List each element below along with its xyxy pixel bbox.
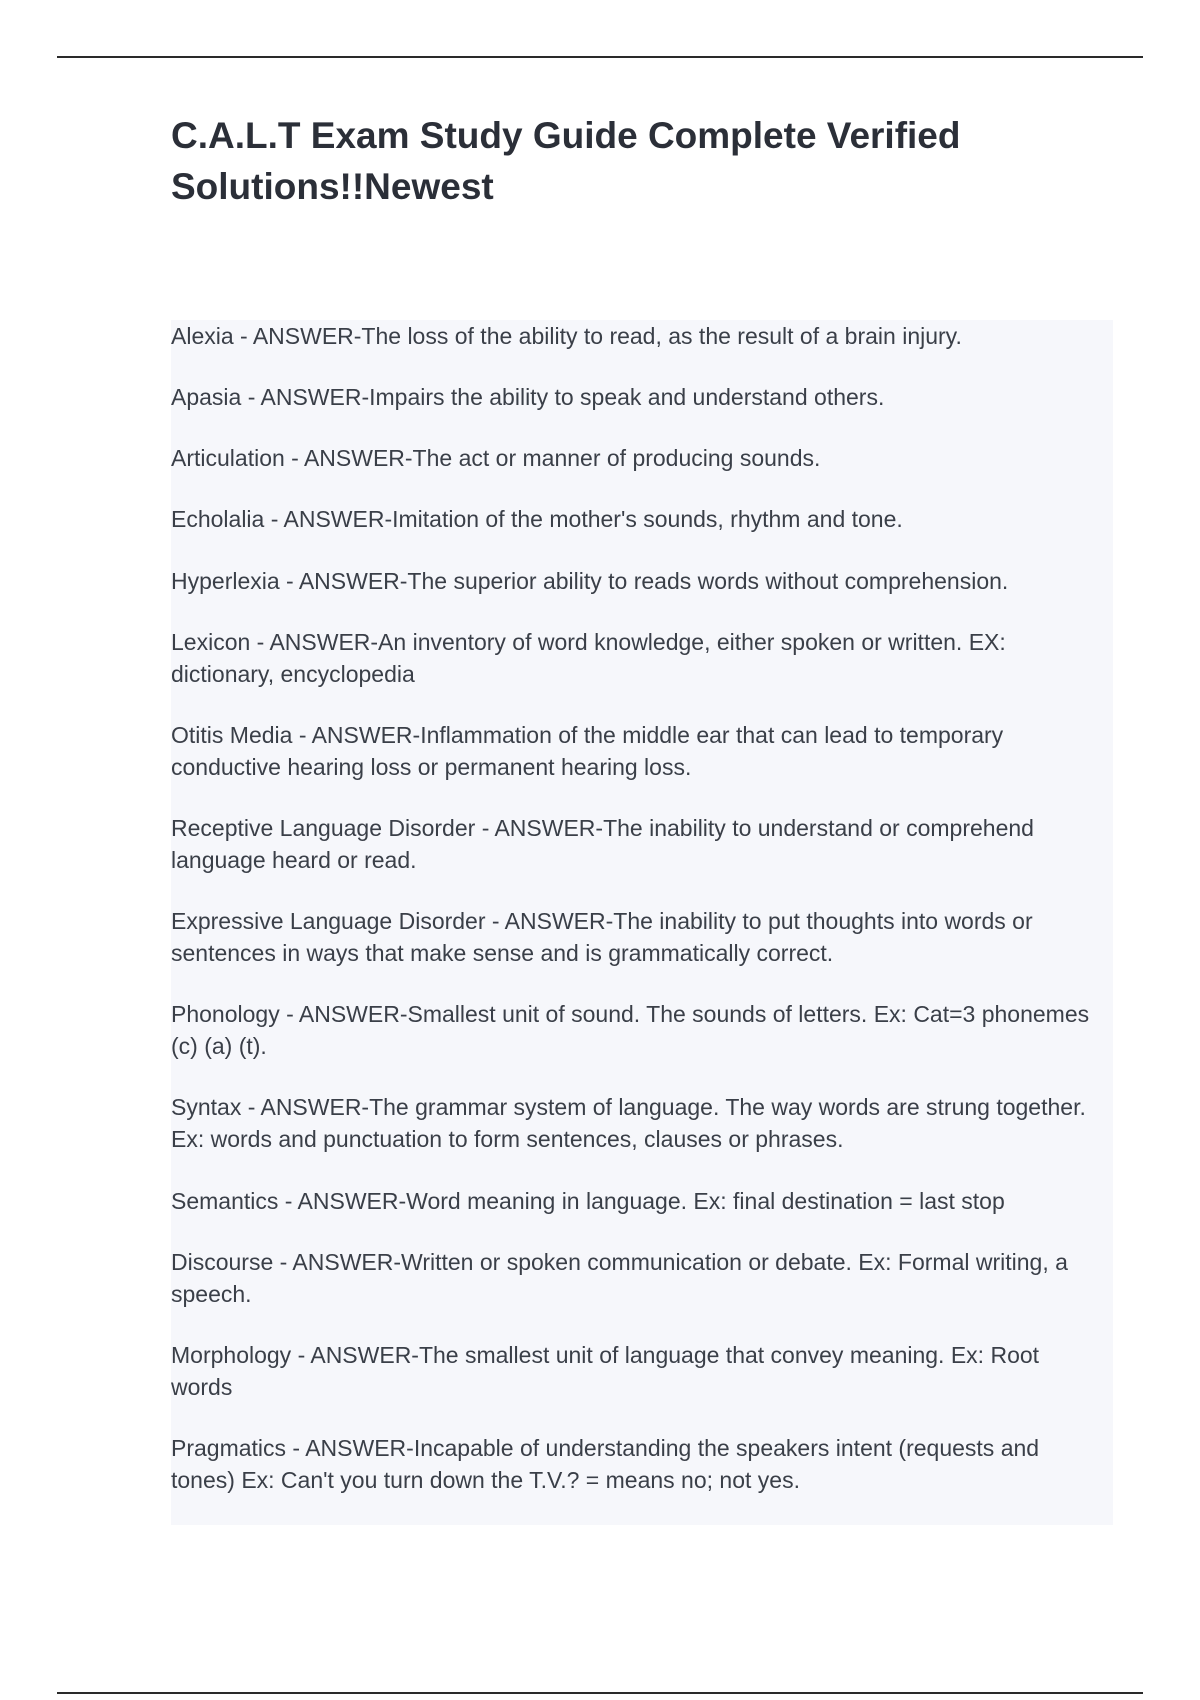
qa-entry-syntax: Syntax - ANSWER-The grammar system of language. The way words are strung together. Ex: words and punctuation to form sentences, clauses or phrases. (171, 1094, 1086, 1152)
qa-entry-discourse: Discourse - ANSWER-Written or spoken communication or debate. Ex: Formal writing, a speech. (171, 1249, 1068, 1307)
qa-entry-alexia: Alexia - ANSWER-The loss of the ability to read, as the result of a brain injury. (171, 323, 962, 349)
qa-panel (171, 320, 1113, 1525)
qa-entry-semantics: Semantics - ANSWER-Word meaning in language. Ex: final destination = last stop (171, 1188, 1005, 1214)
qa-entry-otitis-media: Otitis Media - ANSWER-Inflammation of the middle ear that can lead to temporary conductive hearing loss or permanent hearing loss. (171, 722, 1004, 780)
top-divider (57, 56, 1143, 58)
document-title: C.A.L.T Exam Study Guide Complete Verified Solutions!!Newest (171, 115, 961, 207)
qa-entry-receptive-language-disorder: Receptive Language Disorder - ANSWER-The inability to understand or comprehend language heard or read. (171, 815, 1034, 873)
qa-entry-hyperlexia: Hyperlexia - ANSWER-The superior ability to reads words without comprehension. (171, 568, 1009, 594)
qa-entry-lexicon: Lexicon - ANSWER-An inventory of word knowledge, either spoken or written. EX: dictionary, encyclopedia (171, 629, 1006, 687)
qa-entry-phonology: Phonology - ANSWER-Smallest unit of sound. The sounds of letters. Ex: Cat=3 phonemes (c) (a) (t). (171, 1001, 1090, 1059)
qa-entry-expressive-language-disorder: Expressive Language Disorder - ANSWER-The inability to put thoughts into words or sentences in ways that make sense and is grammatically correct. (171, 908, 1033, 966)
qa-entry-apasia: Apasia - ANSWER-Impairs the ability to speak and understand others. (171, 384, 885, 410)
qa-entry-articulation: Articulation - ANSWER-The act or manner of producing sounds. (171, 445, 821, 471)
bottom-divider (57, 1692, 1143, 1694)
qa-entry-echolalia: Echolalia - ANSWER-Imitation of the mother's sounds, rhythm and tone. (171, 506, 903, 532)
qa-entry-pragmatics: Pragmatics - ANSWER-Incapable of understanding the speakers intent (requests and tones) Ex: Can't you turn down the T.V.? = means no; not yes. (171, 1435, 1040, 1493)
qa-entry-morphology: Morphology - ANSWER-The smallest unit of language that convey meaning. Ex: Root words (171, 1342, 1040, 1400)
